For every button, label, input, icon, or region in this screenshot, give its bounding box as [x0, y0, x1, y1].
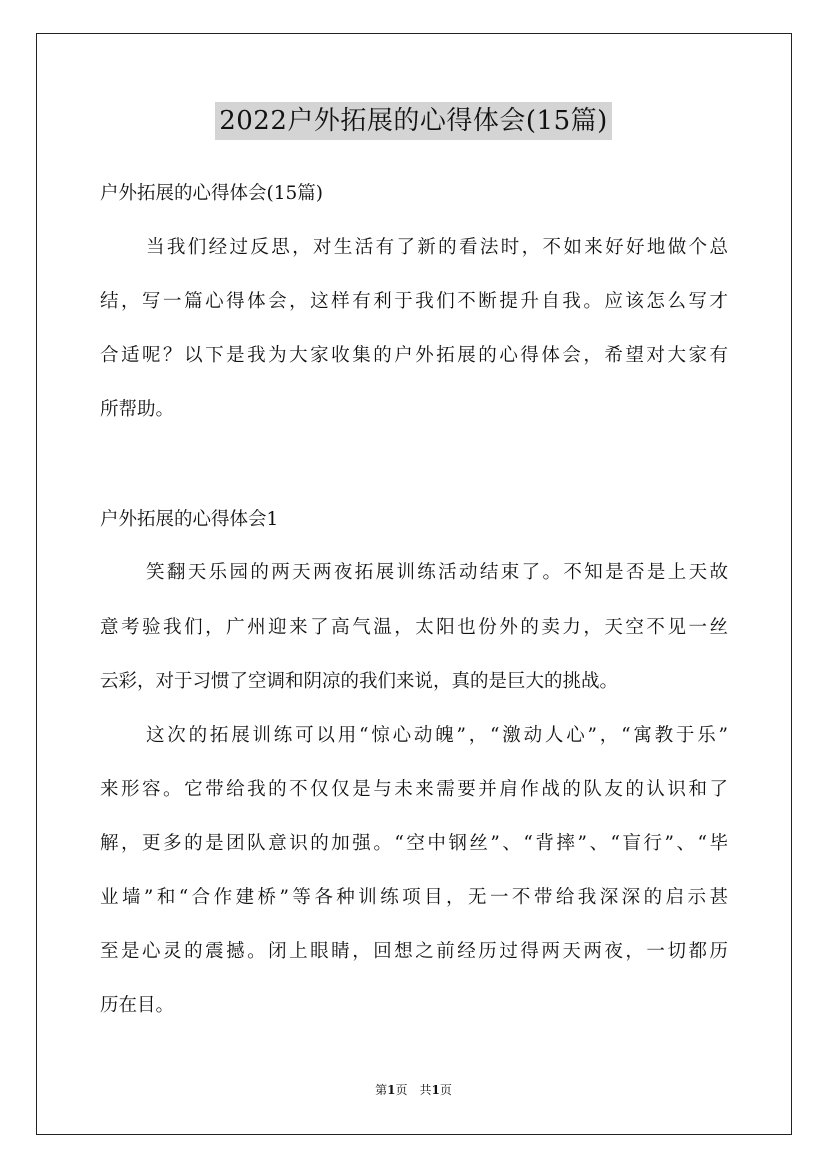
footer-suffix: 页 [439, 1083, 452, 1097]
footer-page-total: 1 [431, 1083, 440, 1097]
paragraph-line: 这次的拓展训练可以用“惊心动魄”，“激动人心”，“寓教于乐” [146, 725, 728, 746]
page-footer [0, 1082, 827, 1098]
section-heading: 户外拓展的心得体会1 [100, 509, 279, 530]
intro-line: 当我们经过反思，对生活有了新的看法时，不如来好好地做个总 [146, 237, 728, 258]
footer-mid: 页 共 [395, 1083, 432, 1097]
intro-line: 所帮助。 [100, 399, 175, 420]
intro-line: 结，写一篇心得体会，这样有利于我们不断提升自我。应该怎么写才 [100, 291, 728, 312]
document-subtitle: 户外拓展的心得体会(15篇) [100, 183, 323, 204]
paragraph-line: 笑翻天乐园的两天两夜拓展训练活动结束了。不知是否是上天故 [146, 562, 728, 583]
document-title: 2022户外拓展的心得体会(15篇) [215, 102, 612, 140]
paragraph-line: 云彩，对于习惯了空调和阴凉的我们来说，真的是巨大的挑战。 [100, 671, 619, 692]
paragraph-line: 意考验我们，广州迎来了高气温，太阳也份外的卖力，天空不见一丝 [100, 617, 728, 638]
title-container [0, 102, 827, 140]
footer-prefix: 第 [375, 1083, 388, 1097]
paragraph-line: 解，更多的是团队意识的加强。“空中钢丝”、“背摔”、“盲行”、“毕 [100, 833, 728, 854]
paragraph-line: 业墙”和“合作建桥”等各种训练项目，无一不带给我深深的启示甚 [100, 887, 728, 908]
footer-page-number: 1 [387, 1083, 396, 1097]
paragraph-line: 来形容。它带给我的不仅仅是与未来需要并肩作战的队友的认识和了 [100, 779, 728, 800]
intro-line: 合适呢？以下是我为大家收集的户外拓展的心得体会，希望对大家有 [100, 345, 728, 366]
paragraph-line: 至是心灵的震撼。闭上眼睛，回想之前经历过得两天两夜，一切都历 [100, 941, 728, 962]
paragraph-line: 历在目。 [100, 995, 175, 1016]
